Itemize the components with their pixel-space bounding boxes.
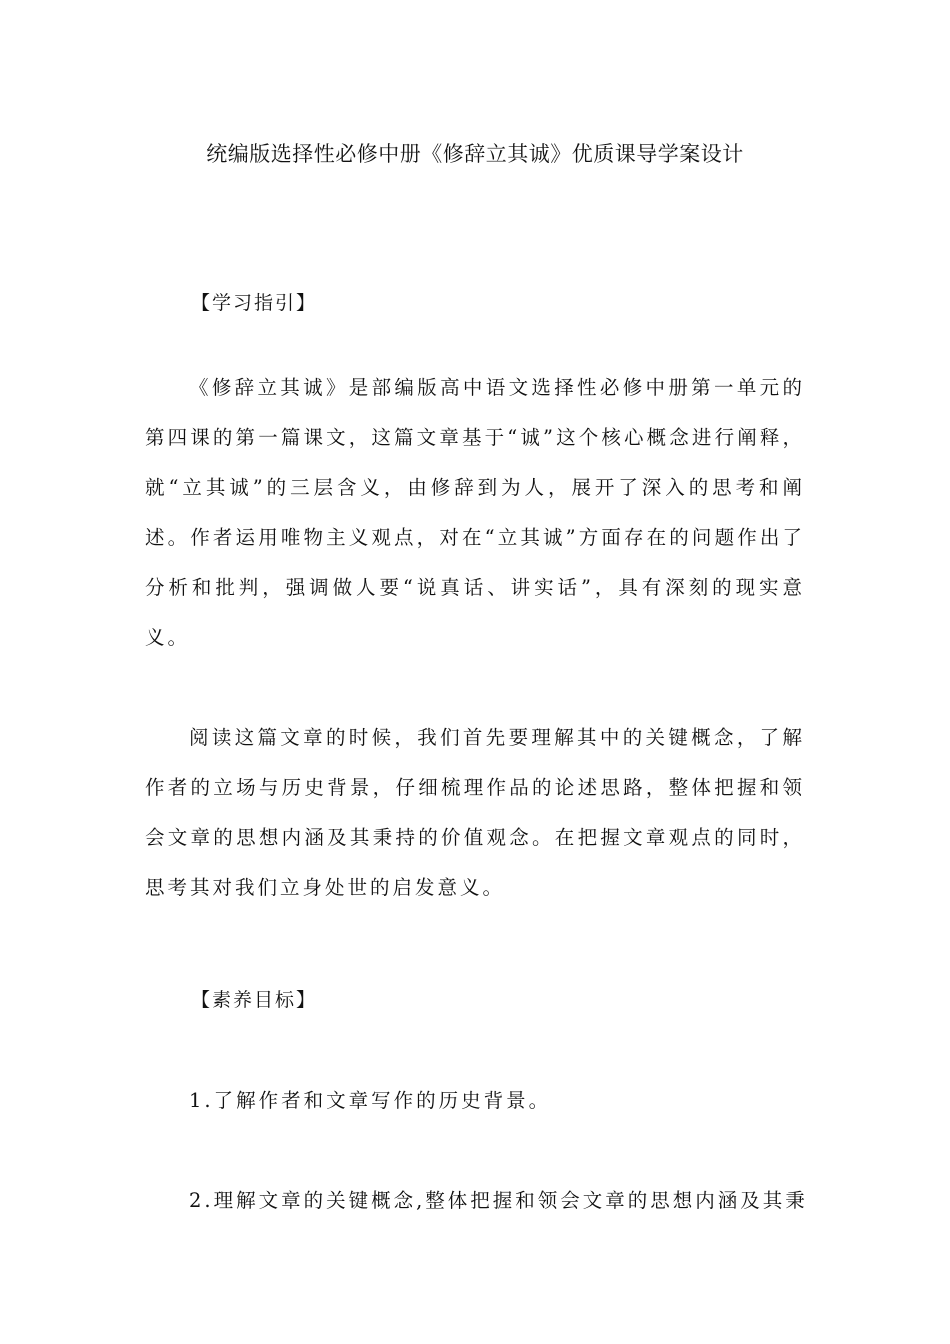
paragraph: 《修辞立其诚》是部编版高中语文选择性必修中册第一单元的第四课的第一篇课文，这篇文章基于“诚”这个核心概念进行阐释，就“立其诚”的三层含义，由修辞到为人，展开了深入的思考和阐述。作者运用唯物主义观点，对在“立其诚”方面存在的问题作出了分析和批判，强调做人要“说真话、讲实话”，具有深刻的现实意义。 [145, 376, 805, 649]
section-heading-literacy-goals: 【素养目标】 [191, 989, 318, 1011]
list-item: 2.理解文章的关键概念,整体把握和领会文章的思想内涵及其秉 [189, 1189, 808, 1212]
document-title: 统编版选择性必修中册《修辞立其诚》优质课导学案设计 [206, 142, 744, 166]
list-item: 1.了解作者和文章写作的历史背景。 [189, 1089, 552, 1112]
paragraph: 阅读这篇文章的时候，我们首先要理解其中的关键概念，了解作者的立场与历史背景，仔细梳理作品的论述思路，整体把握和领会文章的思想内涵及其秉持的价值观念。在把握文章观点的同时，思考其对我们立身处世的启发意义。 [145, 726, 805, 899]
section-heading-study-guide: 【学习指引】 [191, 292, 318, 314]
